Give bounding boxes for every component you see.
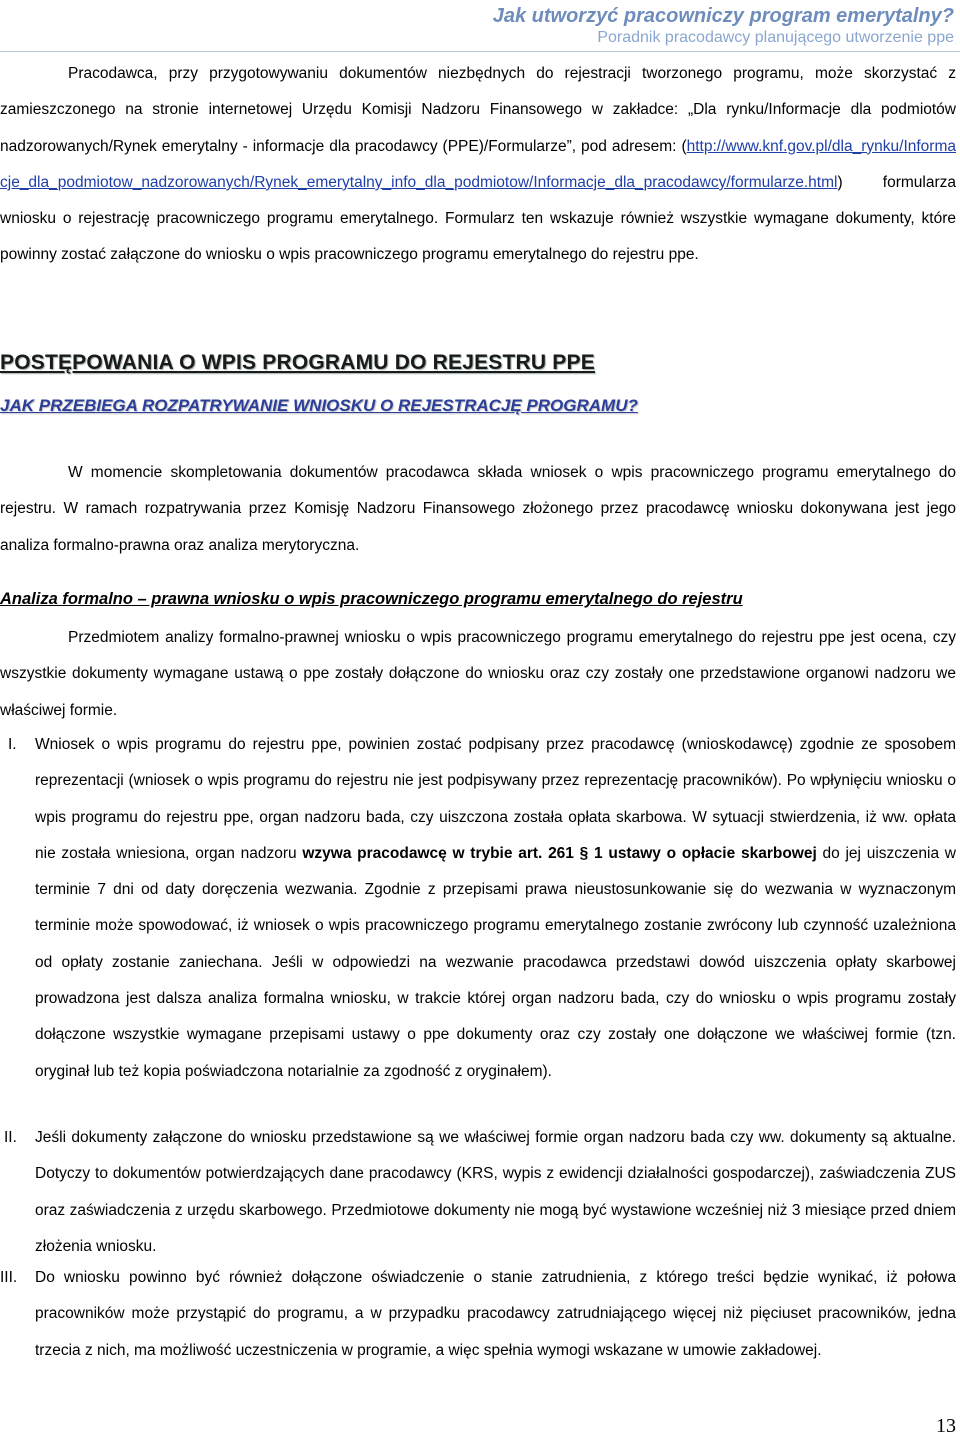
section-title: POSTĘPOWANIA O WPIS PROGRAMU DO REJESTRU PPE xyxy=(0,351,595,374)
page-number: 13 xyxy=(936,1415,956,1437)
intro-text-b: ) formularza wniosku o rejestrację pracowniczego programu emerytalnego. Formularz ten wskazuje również wszystkie wymagane dokumenty, które powinny zostać załączone do wniosku o wpis pracowniczego programu emerytalnego do rejestru ppe. xyxy=(0,173,956,264)
list-item-text-b: do jej uiszczenia w terminie 7 dni od daty doręczenia wezwania. Zgodnie z przepisami prawa nieustosunkowanie się do wezwania w wyznaczonym terminie może spowodować, iż wniosek o wpis pracowniczego programu emerytalnego zostanie zwrócony lub czynność uzależniona od opłaty zostanie zaniechana. Jeśli w odpowiedzi na wezwanie pracodawca przedstawi dowód uiszczenia opłaty skarbowej prowadzona jest dalsza analiza formalna wniosku, w trakcie której organ nadzoru bada, czy do wniosku o wpis programu zostały dołączone wszystkie wymagane przepisami ustawy o ppe dokumenty oraz czy zostały one dołączone we właściwej formie (tzn. oryginał lub też kopia poświadczona notarialnie za zgodność z oryginałem). xyxy=(35,844,957,1080)
list-item xyxy=(0,727,956,1090)
analysis-heading: Analiza formalno – prawna wniosku o wpis pracowniczego programu emerytalnego do rejestru xyxy=(0,590,743,608)
procedure-paragraph: W momencie skompletowania dokumentów pracodawca składa wniosek o wpis pracowniczego programu emerytalnego do rejestru. W ramach rozpatrywania przez Komisję Nadzoru Finansowego złożonego przez pracodawcę wniosku dokonywana jest jego analiza formalno-prawna oraz analiza merytoryczna. xyxy=(0,464,956,554)
list-item-text xyxy=(35,727,956,1090)
header-subtitle: Poradnik pracodawcy planującego utworzenie ppe xyxy=(597,29,954,46)
list-item-number: II. xyxy=(4,1129,17,1146)
list-item-number: I. xyxy=(8,736,17,753)
list-item-number: III. xyxy=(0,1269,18,1286)
header-divider xyxy=(0,51,960,52)
list-item xyxy=(0,1120,956,1265)
knf-forms-link[interactable]: http://www.knf.gov.pl/dla_rynku/Informacje_dla_podmiotow_nadzorowanych/Rynek_emerytalny_info_dla_podmiotow/Informacje_dla_pracodawcy/formularze.html xyxy=(0,137,956,191)
list-item xyxy=(0,1260,956,1369)
intro-paragraph xyxy=(0,56,956,274)
list-item-text: Jeśli dokumenty załączone do wniosku przedstawione są we właściwej formie organ nadzoru bada czy ww. dokumenty są aktualne. Dotyczy to dokumentów potwierdzających dane pracodawcy (KRS, wypis z ewidencji działalności gospodarczej), zaświadczenia ZUS oraz zaświadczenia z urzędu skarbowego. Przedmiotowe dokumenty nie mogą być wystawione wcześniej niż 3 miesiące przed dniem złożenia wniosku. xyxy=(35,1129,956,1255)
page-header xyxy=(493,4,954,48)
list-item-text: Do wniosku powinno być również dołączone oświadczenie o stanie zatrudnienia, z którego treści będzie wynikać, iż połowa pracowników może przystąpić do programu, a w przypadku pracodawcy zatrudniającego więcej niż pięciuset pracowników, jedna trzecia z nich, ma możliwość uczestniczenia w programie, a więc spełnia wymogi wskazane w umowie zakładowej. xyxy=(35,1269,956,1359)
intro-text-a: Pracodawca, przy przygotowywaniu dokumentów niezbędnych do rejestracji tworzonego programu, może skorzystać z zamieszczonego na stronie internetowej Urzędu Komisji Nadzoru Finansowego w zakładce: „Dla rynku/Informacje dla podmiotów nadzorowanych/Rynek emerytalny - informacje dla pracodawcy (PPE)/Formularze”, pod adresem: ( xyxy=(0,65,956,155)
list-item-bold-text: wzywa pracodawcę w trybie art. 261 § 1 ustawy o opłacie skarbowej xyxy=(302,844,817,862)
header-title: Jak utworzyć pracowniczy program emerytalny? xyxy=(492,5,954,27)
analysis-paragraph: Przedmiotem analizy formalno-prawnej wniosku o wpis pracowniczego programu emerytalnego do rejestru ppe jest ocena, czy wszystkie dokumenty wymagane ustawą o ppe zostały dołączone do wniosku oraz czy zostały one przedstawione organowi nadzoru we właściwej formie. xyxy=(0,629,956,719)
section-subtitle: JAK PRZEBIEGA ROZPATRYWANIE WNIOSKU O REJESTRACJĘ PROGRAMU? xyxy=(0,396,638,415)
list-item-text-a: Wniosek o wpis programu do rejestru ppe, powinien zostać podpisany przez pracodawcę (wnioskodawcę) zgodnie ze sposobem reprezentacji (wniosek o wpis programu do rejestru nie jest podpisywany przez reprezentację pracowników). Po wpłynięciu wniosku o wpis programu do rejestru ppe, organ nadzoru bada, czy uiszczona została opłata skarbowa. W sytuacji stwierdzenia, iż ww. opłata nie została wniesiona, organ nadzoru xyxy=(35,736,956,862)
